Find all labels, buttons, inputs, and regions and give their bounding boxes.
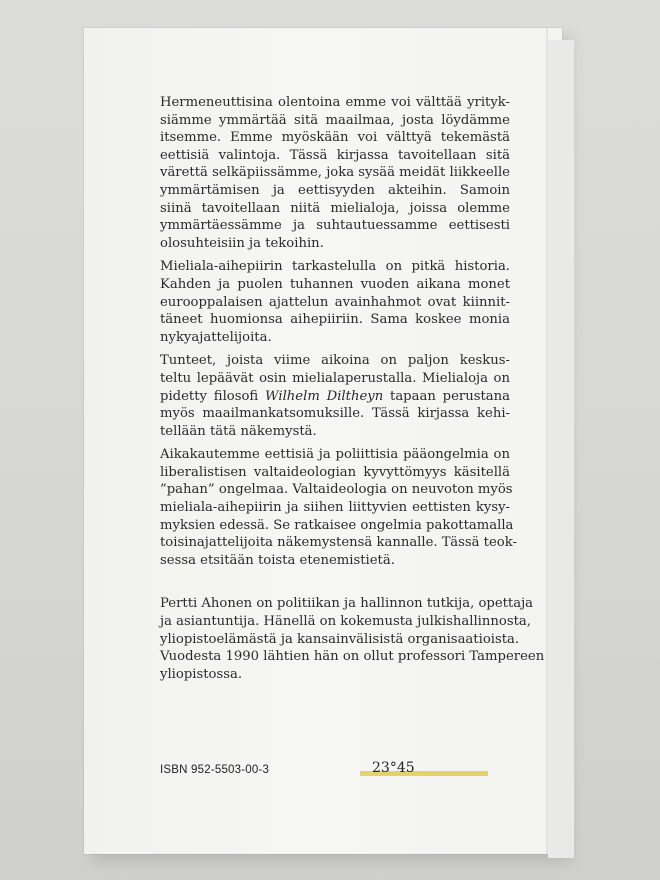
text-line: toisinajattelijoita näkemystensä kannalle. Tässä teok- <box>160 535 517 551</box>
text-line: Tunteet, joista viime aikoina on paljon keskus- <box>160 353 510 369</box>
text-line: eettisiä valintoja. Tässä kirjassa tavoitellaan sitä <box>160 147 510 163</box>
text-line <box>160 388 510 406</box>
price-label: 23°45 <box>372 760 415 776</box>
author-bio <box>160 595 545 683</box>
text-line: siinä tavoitellaan niitä mielialoja, joissa olemme <box>160 200 510 216</box>
cover-footer <box>160 762 500 786</box>
blurb-paragraph-2 <box>160 258 510 346</box>
blurb-paragraph-1 <box>160 94 510 252</box>
text-line: yliopistoelämästä ja kansainvälisistä organisaatioista. <box>160 631 520 647</box>
text-line: myös maailmankatsomuksille. Tässä kirjassa kehi- <box>160 406 510 422</box>
text-line: ymmärtämisen ja eettisyyden akteihin. Samoin <box>160 182 510 198</box>
text-fragment: tapaan perustana <box>383 388 510 404</box>
page-edges <box>548 40 574 858</box>
text-line: värettä selkäpiissämme, joka sysää meidät liikkeelle <box>160 165 510 181</box>
text-line: Hermeneuttisina olentoina emme voi välttää yrityk- <box>160 95 510 110</box>
text-line: ymmärtäessämme ja suhtautuessamme eettisesti <box>160 218 510 234</box>
text-line: Kahden ja puolen tuhannen vuoden aikana monet <box>160 276 510 292</box>
text-line: eurooppalaisen ajattelun avainhahmot ovat kiinnit- <box>160 294 510 310</box>
isbn-label: ISBN 952-5503-00-3 <box>160 764 270 776</box>
cover-fold <box>546 28 548 854</box>
text-line: Vuodesta 1990 lähtien hän on ollut professori Tampereen <box>160 649 545 665</box>
text-line: ”pahan” ongelmaa. Valtaideologia on neuvoton myös <box>160 482 513 498</box>
back-cover-text <box>160 94 545 689</box>
text-line: liberalistisen valtaideologian kyvyttömyys käsitellä <box>160 464 510 480</box>
text-fragment: pidetty filosofi <box>160 388 266 404</box>
text-line: ja asiantuntija. Hänellä on kokemusta julkishallinnosta, <box>160 614 531 630</box>
text-line: Aikakautemme eettisiä ja poliittisia pääongelmia on <box>160 447 510 463</box>
text-line: sessa etsitään toista etenemistietä. <box>160 552 395 568</box>
text-line: siämme ymmärtää sitä maailmaa, josta löydämme <box>160 112 510 128</box>
section-gap <box>160 575 510 595</box>
blurb-paragraph-4 <box>160 446 517 569</box>
text-line: Mieliala-aihepiirin tarkastelulla on pitkä historia. <box>160 259 510 275</box>
blurb-paragraph-3 <box>160 352 510 440</box>
text-line: olosuhteisiin ja tekoihin. <box>160 235 324 251</box>
text-line: yliopistossa. <box>160 666 243 682</box>
text-line: täneet huomionsa aihepiiriin. Sama koskee monia <box>160 312 510 328</box>
text-line: tellään tätä näkemystä. <box>160 423 317 439</box>
text-line: itsemme. Emme myöskään voi välttyä tekemästä <box>160 130 510 146</box>
text-line: teltu lepäävät osin mielialaperustalla. Mielialoja on <box>160 370 510 386</box>
text-line: myksien edessä. Se ratkaisee ongelmia pakottamalla <box>160 517 514 533</box>
text-line: Pertti Ahonen on politiikan ja hallinnon tutkija, opettaja <box>160 596 534 612</box>
text-line: nykyajattelijoita. <box>160 329 272 345</box>
philosopher-name: Wilhelm Diltheyn <box>265 388 384 404</box>
text-line: mieliala-aihepiirin ja siihen liittyvien eettisten kysy- <box>160 500 510 516</box>
